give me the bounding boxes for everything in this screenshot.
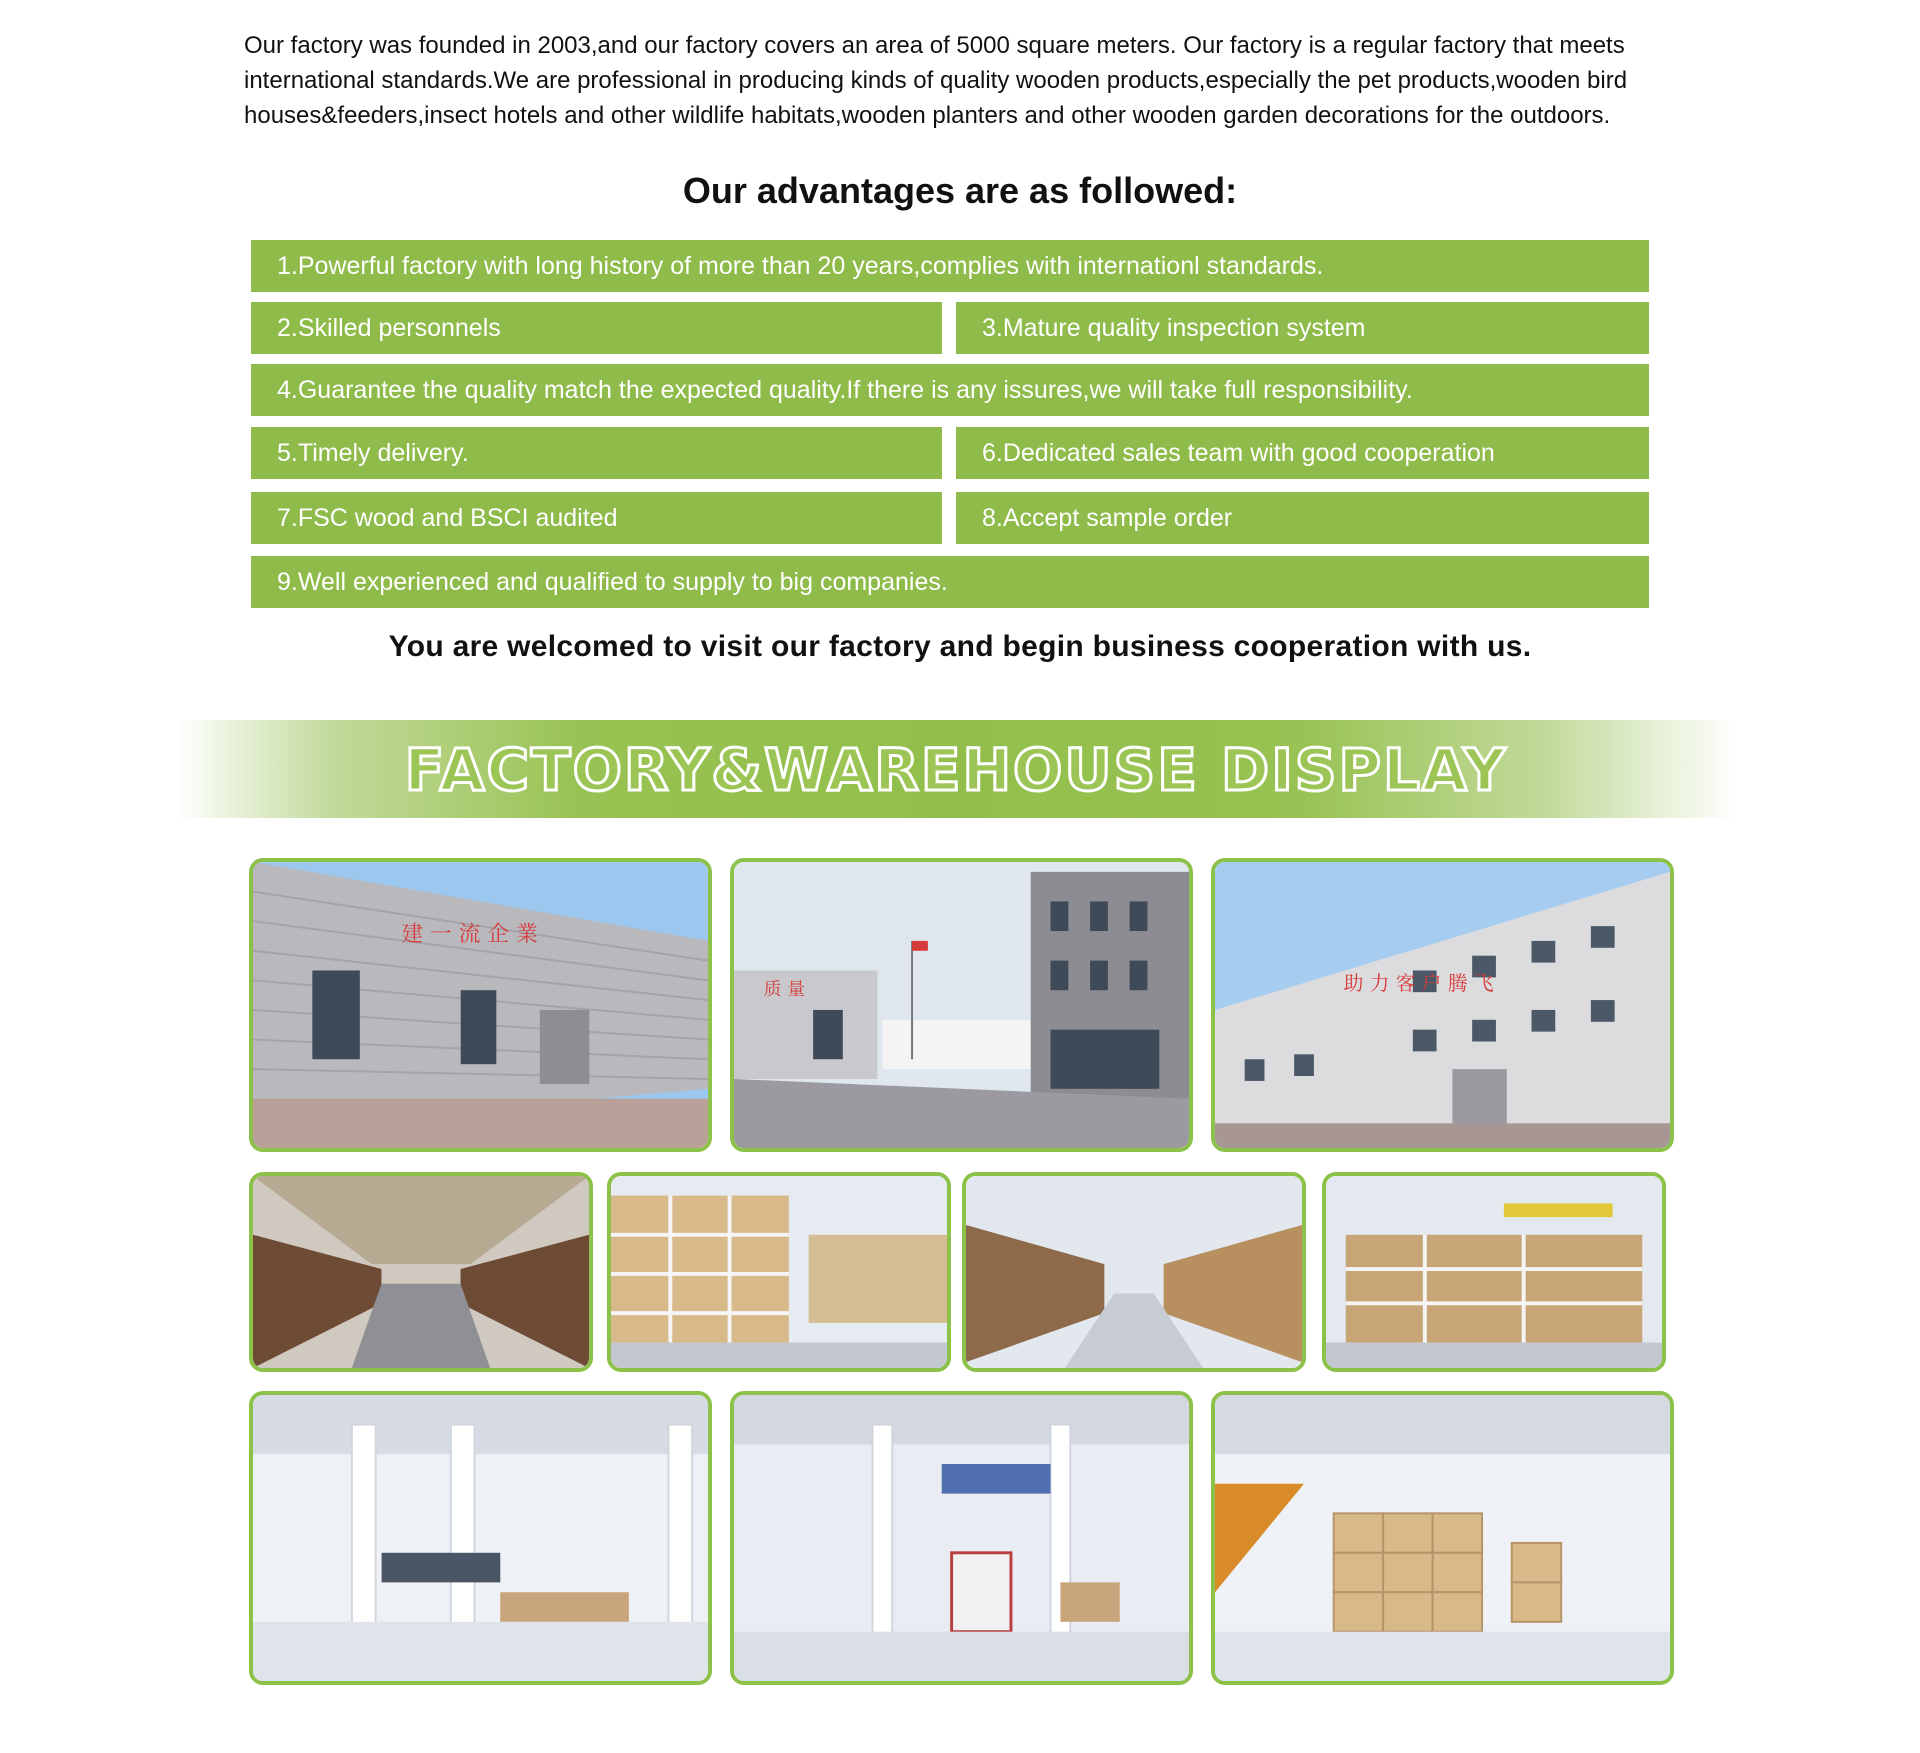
svg-text:助 力 客 户 腾 飞: 助 力 客 户 腾 飞 <box>1343 972 1494 996</box>
advantage-item-6: 6.Dedicated sales team with good cooperation <box>956 427 1649 479</box>
advantage-item-5: 5.Timely delivery. <box>251 427 942 479</box>
advantage-item-3: 3.Mature quality inspection system <box>956 302 1649 354</box>
warehouse-shelves-photo-4 <box>1322 1172 1666 1372</box>
advantages-heading: Our advantages are as followed: <box>682 170 1238 211</box>
advantage-item-4: 4.Guarantee the quality match the expected quality.If there is any issures,we will take full responsibility. <box>251 364 1649 416</box>
advantage-item-1: 1.Powerful factory with long history of more than 20 years,complies with internationl standards. <box>251 240 1649 292</box>
intro-paragraph: Our factory was founded in 2003,and our factory covers an area of 5000 square meters. Our factory is a regular factory that meets international standards.We are professional in producing kinds of quality wooden products,especially the pet products,wooden bird houses&feeders,insect hotels and other wildlife habitats,wooden planters and other wooden garden decorations for the outdoors. <box>244 32 1628 129</box>
svg-text:建 一 流 企 業: 建 一 流 企 業 <box>401 921 538 947</box>
workshop-floor-photo-2 <box>730 1391 1193 1685</box>
svg-text:质 量: 质 量 <box>763 980 805 1001</box>
factory-gate-photo <box>730 858 1193 1152</box>
warehouse-cartons-photo <box>1211 1391 1674 1685</box>
workshop-floor-photo-1 <box>249 1391 712 1685</box>
advantage-item-9: 9.Well experienced and qualified to supply to big companies. <box>251 556 1649 608</box>
advantage-item-7: 7.FSC wood and BSCI audited <box>251 492 942 544</box>
warehouse-shelves-photo-1 <box>249 1172 593 1372</box>
welcome-message: You are welcomed to visit our factory and begin business cooperation with us. <box>388 630 1532 663</box>
banner-title: FACTORY&WAREHOUSE DISPLAY <box>404 736 1508 804</box>
advantage-item-8: 8.Accept sample order <box>956 492 1649 544</box>
factory-building-photo-1 <box>249 858 712 1152</box>
warehouse-shelves-photo-3 <box>962 1172 1306 1372</box>
factory-building-photo-2 <box>1211 858 1674 1152</box>
section-banner <box>176 720 1736 818</box>
warehouse-shelves-photo-2 <box>607 1172 951 1372</box>
advantage-item-2: 2.Skilled personnels <box>251 302 942 354</box>
